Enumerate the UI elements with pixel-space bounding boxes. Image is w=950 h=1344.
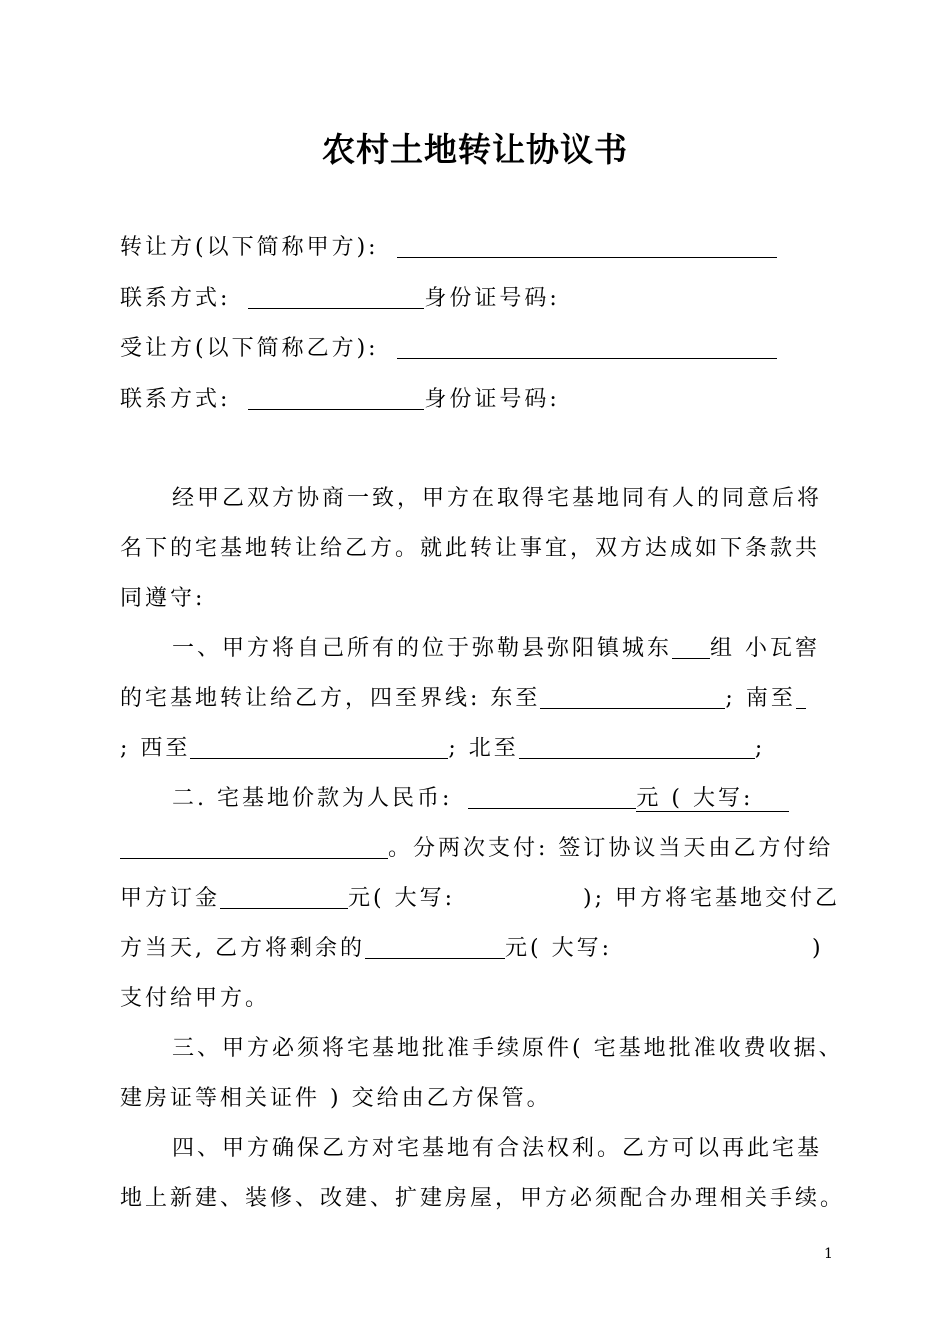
deposit-blank[interactable] — [220, 886, 348, 909]
clause3-line-2: 建房证等相关证件 ) 交给由乙方保管。 — [120, 1086, 552, 1111]
transferee-row — [120, 333, 777, 365]
clause2-line-1 — [172, 783, 789, 815]
south-boundary-blank[interactable] — [796, 686, 806, 709]
transferor-blank[interactable] — [397, 235, 777, 258]
clause2-text-e: 元( 大写: — [348, 886, 456, 911]
clause2-line-2 — [120, 833, 833, 865]
clause1-line-1 — [172, 633, 820, 665]
clause2-text-d: 甲方订金 — [120, 886, 221, 911]
transferor-row — [120, 232, 777, 264]
clause1-text-a: 一、甲方将自己所有的位于弥勒县弥阳镇城东 — [172, 636, 673, 661]
clause2-text-g: 方当天, 乙方将剩余的 — [120, 936, 365, 961]
contact2-label: 联系方式: — [120, 387, 231, 412]
east-boundary-blank[interactable] — [540, 686, 725, 709]
clause4-line-1: 四、甲方确保乙方对宅基地有合法权利。乙方可以再此宅基 — [172, 1136, 823, 1161]
price-blank[interactable] — [468, 786, 636, 809]
price-unit-underlined — [636, 783, 789, 812]
clause2-line-4 — [120, 933, 824, 965]
clause2-text-a: 二. 宅基地价款为人民币: — [172, 786, 453, 811]
clause4-line-2: 地上新建、装修、改建、扩建房屋，甲方必须配合办理相关手续。 — [120, 1186, 846, 1211]
clause3-line-1: 三、甲方必须将宅基地批准手续原件( 宅基地批准收费收据、 — [172, 1036, 844, 1061]
intro-line-3: 同遵守: — [120, 586, 206, 611]
clause1-text-d: ; 南至 — [725, 686, 796, 711]
clause1-line-3 — [120, 733, 765, 765]
clause1-text-f: ; 北至 — [448, 736, 519, 761]
clause1-text-b: 组 小瓦窖 — [710, 636, 821, 661]
intro-line-1: 经甲乙双方协商一致，甲方在取得宅基地同有人的同意后将 — [172, 486, 823, 511]
clause2-line-5: 支付给甲方。 — [120, 986, 271, 1011]
intro-line-2: 名下的宅基地转让给乙方。就此转让事宜，双方达成如下条款共 — [120, 536, 821, 561]
contact1-blank[interactable] — [248, 286, 424, 309]
price-capital-blank[interactable] — [120, 836, 388, 859]
clause1-text-c: 的宅基地转让给乙方，四至界线: 东至 — [120, 686, 541, 711]
contact1-row — [120, 283, 560, 315]
contact2-row — [120, 384, 560, 416]
clause1-line-2 — [120, 683, 806, 715]
west-boundary-blank[interactable] — [190, 736, 448, 759]
document-title: 农村土地转让协议书 — [322, 130, 628, 169]
contact2-blank[interactable] — [248, 387, 424, 410]
id2-label: 身份证号码: — [424, 387, 560, 412]
clause2-text-i: ) — [812, 936, 824, 961]
north-boundary-blank[interactable] — [519, 736, 755, 759]
transferee-blank[interactable] — [397, 336, 777, 359]
id1-label: 身份证号码: — [424, 286, 560, 311]
transferee-label: 受让方(以下简称乙方): — [120, 336, 379, 361]
clause2-text-h: 元( 大写: — [505, 936, 612, 961]
contact1-label: 联系方式: — [120, 286, 231, 311]
clause2-text-b: 元 ( 大写: — [636, 786, 754, 811]
page-number: 1 — [824, 1246, 833, 1262]
clause1-text-g: ; — [754, 736, 766, 761]
clause2-text-c: 。分两次支付: 签订协议当天由乙方付给 — [388, 836, 834, 861]
transferor-label: 转让方(以下简称甲方): — [120, 235, 379, 260]
clause1-text-e: ; 西至 — [120, 736, 191, 761]
clause2-text-f: ); 甲方将宅基地交付乙 — [583, 886, 841, 911]
clause2-line-3 — [120, 883, 840, 915]
group-blank[interactable] — [672, 636, 710, 659]
remainder-blank[interactable] — [365, 936, 505, 959]
